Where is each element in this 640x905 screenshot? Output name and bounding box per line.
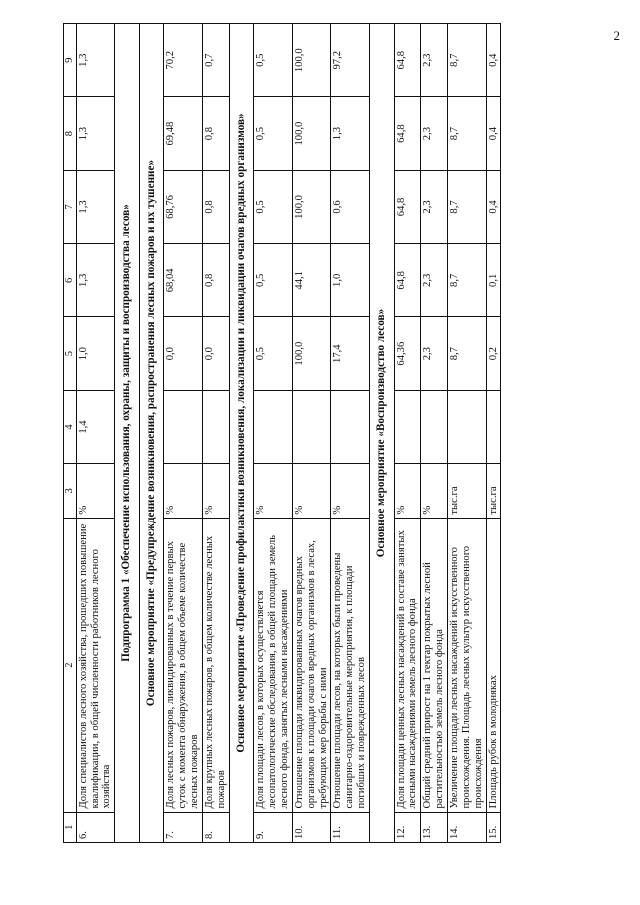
row-unit: тыс.га [486, 464, 501, 518]
row-value-8: 1,3 [76, 97, 115, 170]
table-row-8 [203, 24, 230, 843]
row-value-7: 8,7 [447, 170, 486, 243]
table-row-12 [394, 24, 421, 843]
row-value-8: 0,5 [254, 97, 293, 170]
table-row-6 [76, 24, 115, 843]
rotated-table-container [63, 23, 585, 843]
row-number: 15. [486, 812, 501, 842]
section-row [229, 24, 254, 843]
row-unit: % [76, 464, 115, 518]
row-value-6: 2,3 [421, 244, 448, 317]
row-value-7: 2,3 [421, 170, 448, 243]
row-value-6: 0,8 [203, 244, 230, 317]
row-number: 11. [331, 812, 370, 842]
row-value-5: 64,36 [394, 317, 421, 390]
section-row [115, 24, 140, 843]
row-value-5: 0,0 [203, 317, 230, 390]
row-indicator: Площадь рубок в молодняках [486, 518, 501, 812]
row-value-8: 1,3 [331, 97, 370, 170]
row-value-9: 8,7 [447, 24, 486, 97]
row-value-4 [421, 390, 448, 463]
row-value-6: 1,3 [76, 244, 115, 317]
table-row-7 [164, 24, 203, 843]
row-value-4 [447, 390, 486, 463]
row-value-6: 1,0 [331, 244, 370, 317]
row-value-8: 69,48 [164, 97, 203, 170]
row-value-5: 1,0 [76, 317, 115, 390]
col-number-8: 8 [64, 97, 77, 170]
row-value-5: 0,5 [254, 317, 293, 390]
row-value-7: 0,6 [331, 170, 370, 243]
subprogram-heading: Подпрограмма 1 «Обеспечение использования, охраны, защиты и воспроизводства лесов» [115, 24, 140, 843]
row-value-7: 100,0 [292, 170, 331, 243]
row-number: 13. [421, 812, 448, 842]
row-value-8: 0,8 [203, 97, 230, 170]
row-value-6: 68,04 [164, 244, 203, 317]
table-row-13 [421, 24, 448, 843]
row-number: 14. [447, 812, 486, 842]
section-row [139, 24, 164, 843]
column-number-row [64, 24, 77, 843]
row-indicator: Доля крупных лесных пожаров, в общем количестве лесных пожаров [203, 518, 230, 812]
row-value-8: 0,4 [486, 97, 501, 170]
row-indicator: Общий средний прирост на 1 гектар покрытых лесной растительностью земель лесного фонда [421, 518, 448, 812]
row-value-6: 0,1 [486, 244, 501, 317]
row-value-6: 44,1 [292, 244, 331, 317]
col-number-7: 7 [64, 170, 77, 243]
row-unit: % [254, 464, 293, 518]
row-value-7: 1,3 [76, 170, 115, 243]
indicators-table [63, 23, 501, 843]
row-indicator: Отношение площади ликвидированных очагов вредных организмов к площади очагов вредных организмов в лесах, требующих мер борьбы с ними [292, 518, 331, 812]
row-value-9: 100,0 [292, 24, 331, 97]
row-value-7: 0,4 [486, 170, 501, 243]
row-value-5: 0,0 [164, 317, 203, 390]
row-value-9: 0,5 [254, 24, 293, 97]
table-row-14 [447, 24, 486, 843]
col-number-4: 4 [64, 390, 77, 463]
col-number-2: 2 [64, 518, 77, 812]
row-value-4 [203, 390, 230, 463]
col-number-5: 5 [64, 317, 77, 390]
table-row-15 [486, 24, 501, 843]
table-row-11 [331, 24, 370, 843]
row-value-4 [164, 390, 203, 463]
row-value-5: 8,7 [447, 317, 486, 390]
row-value-4 [292, 390, 331, 463]
row-value-6: 64,8 [394, 244, 421, 317]
row-value-9: 70,2 [164, 24, 203, 97]
row-value-6: 0,5 [254, 244, 293, 317]
row-value-6: 8,7 [447, 244, 486, 317]
row-value-7: 0,8 [203, 170, 230, 243]
row-value-5: 2,3 [421, 317, 448, 390]
row-number: 9. [254, 812, 293, 842]
row-unit: % [331, 464, 370, 518]
section-row [370, 24, 395, 843]
row-value-4 [486, 390, 501, 463]
measure-pests-heading: Основное мероприятие «Проведение профилактики возникновения, локализации и ликвидации очагов вредных организмов» [229, 24, 254, 843]
row-unit: % [164, 464, 203, 518]
row-value-9: 97,2 [331, 24, 370, 97]
row-value-4 [394, 390, 421, 463]
row-number: 7. [164, 812, 203, 842]
row-value-7: 68,76 [164, 170, 203, 243]
row-number: 10. [292, 812, 331, 842]
measure-fire-heading: Основное мероприятие «Предупреждение возникновения, распространения лесных пожаров и их тушение» [139, 24, 164, 843]
col-number-9: 9 [64, 24, 77, 97]
row-indicator: Отношение площади лесов, на которых были проведены санитарно-оздоровительные мероприятия, к площади погибших и поврежденных лесов [331, 518, 370, 812]
row-value-8: 8,7 [447, 97, 486, 170]
row-number: 12. [394, 812, 421, 842]
row-unit: % [394, 464, 421, 518]
row-indicator: Доля специалистов лесного хозяйства, прошедших повышение квалификации, в общей численности работников лесного хозяйства [76, 518, 115, 812]
row-value-7: 0,5 [254, 170, 293, 243]
row-value-7: 64,8 [394, 170, 421, 243]
row-value-9: 2,3 [421, 24, 448, 97]
row-value-9: 0,7 [203, 24, 230, 97]
row-number: 8. [203, 812, 230, 842]
row-value-8: 100,0 [292, 97, 331, 170]
row-value-9: 0,4 [486, 24, 501, 97]
row-indicator: Увеличение площади лесных насаждений искусственного происхождения. Площадь лесных культур искусственного происхождения [447, 518, 486, 812]
row-indicator: Доля площади ценных лесных насаждений в составе занятых лесными насаждениями земель лесного фонда [394, 518, 421, 812]
table-row-9 [254, 24, 293, 843]
row-value-5: 100,0 [292, 317, 331, 390]
col-number-1: 1 [64, 812, 77, 842]
measure-reforest-heading: Основное мероприятие «Воспроизводство лесов» [370, 24, 395, 843]
row-value-9: 1,3 [76, 24, 115, 97]
page-number: 2 [613, 28, 620, 43]
row-number: 6. [76, 812, 115, 842]
row-value-8: 64,8 [394, 97, 421, 170]
row-unit: % [292, 464, 331, 518]
row-value-8: 2,3 [421, 97, 448, 170]
row-value-4: 1,4 [76, 390, 115, 463]
row-indicator: Доля площади лесов, в которых осуществляется лесопатологические обследования, в общей площади земель лесного фонда, занятых лесными насаждениями [254, 518, 293, 812]
row-unit: % [203, 464, 230, 518]
row-indicator: Доля лесных пожаров, ликвидированных в течение первых суток с момента обнаружения, в общем объеме количестве лесных пожаров [164, 518, 203, 812]
row-value-4 [254, 390, 293, 463]
row-value-9: 64,8 [394, 24, 421, 97]
col-number-3: 3 [64, 464, 77, 518]
table-row-10 [292, 24, 331, 843]
row-value-5: 0,2 [486, 317, 501, 390]
row-value-5: 17,4 [331, 317, 370, 390]
row-value-4 [331, 390, 370, 463]
col-number-6: 6 [64, 244, 77, 317]
row-unit: % [421, 464, 448, 518]
row-unit: тыс.га [447, 464, 486, 518]
